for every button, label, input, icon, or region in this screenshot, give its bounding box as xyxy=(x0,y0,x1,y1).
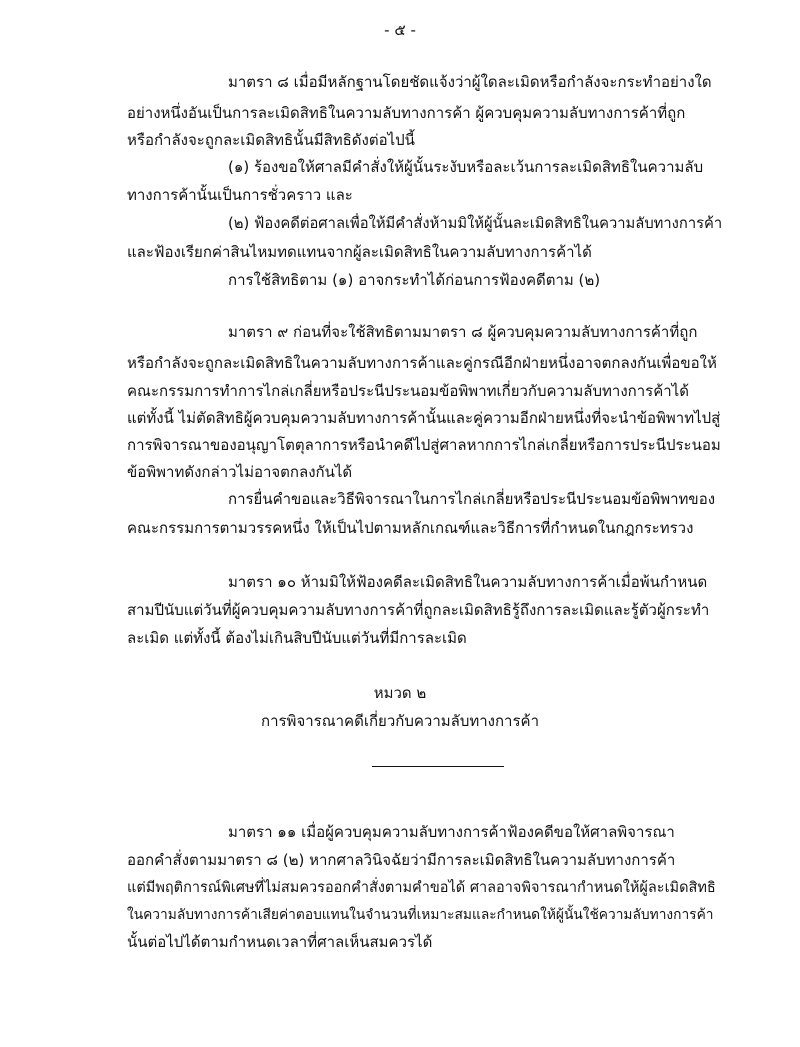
section-8-line: หรือกำลังจะถูกละเมิดสิทธินั้นมีสิทธิดังต่อไปนี้ xyxy=(127,131,415,149)
section-9-line: ข้อพิพาทดังกล่าวไม่อาจตกลงกันได้ xyxy=(127,463,353,481)
section-9-line: หรือกำลังจะถูกละเมิดสิทธิในความลับทางการค้าและคู่กรณีอีกฝ่ายหนึ่งอาจตกลงกันเพื่อขอให้ xyxy=(127,354,717,372)
section-8-line: อย่างหนึ่งอันเป็นการละเมิดสิทธิในความลับทางการค้า ผู้ควบคุมความลับทางการค้าที่ถูก xyxy=(127,104,686,122)
chapter-number: หมวด ๒ xyxy=(373,684,427,702)
section-8-line: และฟ้องเรียกค่าสินไหมทดแทนจากผู้ละเมิดสิทธิในความลับทางการค้าได้ xyxy=(127,243,592,261)
section-9-line: มาตรา ๙ ก่อนที่จะใช้สิทธิตามมาตรา ๘ ผู้ควบคุมความลับทางการค้าที่ถูก xyxy=(228,323,698,341)
section-9-line: คณะกรรมการตามวรรคหนึ่ง ให้เป็นไปตามหลักเกณฑ์และวิธีการที่กำหนดในกฎกระทรวง xyxy=(127,519,694,537)
page-number: - ๕ - xyxy=(384,21,416,39)
chapter-title: การพิจารณาคดีเกี่ยวกับความลับทางการค้า xyxy=(261,712,539,730)
section-8-line: (๑) ร้องขอให้ศาลมีคำสั่งให้ผู้นั้นระงับหรือละเว้นการละเมิดสิทธิในความลับ xyxy=(228,158,704,176)
section-8-line: (๒) ฟ้องคดีต่อศาลเพื่อให้มีคำสั่งห้ามมิให้ผู้นั้นละเมิดสิทธิในความลับทางการค้า xyxy=(228,215,723,232)
section-11-line: ในความลับทางการค้าเสียค่าตอบแทนในจำนวนที่เหมาะสมและกำหนดให้ผู้นั้นใช้ความลับทางการค้า xyxy=(127,907,714,923)
section-11-line: แต่มีพฤติการณ์พิเศษที่ไม่สมควรออกคำสั่งตามคำขอได้ ศาลอาจพิจารณากำหนดให้ผู้ละเมิดสิทธิ xyxy=(127,880,716,896)
section-8-line: การใช้สิทธิตาม (๑) อาจกระทำได้ก่อนการฟ้องคดีตาม (๒) xyxy=(228,271,601,289)
section-9-line: การยื่นคำขอและวิธีพิจารณาในการไกล่เกลี่ยหรือประนีประนอมข้อพิพาทของ xyxy=(228,490,716,508)
chapter-divider xyxy=(372,766,504,767)
section-8-line: ทางการค้านั้นเป็นการชั่วคราว และ xyxy=(127,186,353,204)
section-11-line: มาตรา ๑๑ เมื่อผู้ควบคุมความลับทางการค้าฟ้องคดีขอให้ศาลพิจารณา xyxy=(228,823,675,841)
section-9-line: แต่ทั้งนี้ ไม่ตัดสิทธิผู้ควบคุมความลับทางการค้านั้นและคู่ความอีกฝ่ายหนึ่งที่จะนำข้อพิพาทไปสู่ xyxy=(127,409,721,427)
section-10-line: ละเมิด แต่ทั้งนี้ ต้องไม่เกินสิบปีนับแต่วันที่มีการละเมิด xyxy=(127,629,467,647)
section-10-line: มาตรา ๑๐ ห้ามมิให้ฟ้องคดีละเมิดสิทธิในความลับทางการค้าเมื่อพ้นกำหนด xyxy=(228,573,708,591)
section-11-line: ออกคำสั่งตามมาตรา ๘ (๒) หากศาลวินิจฉัยว่ามีการละเมิดสิทธิในความลับทางการค้า xyxy=(127,851,676,869)
section-10-line: สามปีนับแต่วันที่ผู้ควบคุมความลับทางการค้าที่ถูกละเมิดสิทธิรู้ถึงการละเมิดและรู้ตัวผู้กระทำ xyxy=(127,601,710,619)
section-9-line: การพิจารณาของอนุญาโตตุลาการหรือนำคดีไปสู่ศาลหากการไกล่เกลี่ยหรือการประนีประนอม xyxy=(127,436,721,454)
section-8-line: มาตรา ๘ เมื่อมีหลักฐานโดยชัดแจ้งว่าผู้ใดละเมิดหรือกำลังจะกระทำอย่างใด xyxy=(228,73,712,91)
section-11-line: นั้นต่อไปได้ตามกำหนดเวลาที่ศาลเห็นสมควรได้ xyxy=(127,933,433,951)
section-9-line: คณะกรรมการทำการไกล่เกลี่ยหรือประนีประนอมข้อพิพาทเกี่ยวกับความลับทางการค้าได้ xyxy=(127,382,689,400)
